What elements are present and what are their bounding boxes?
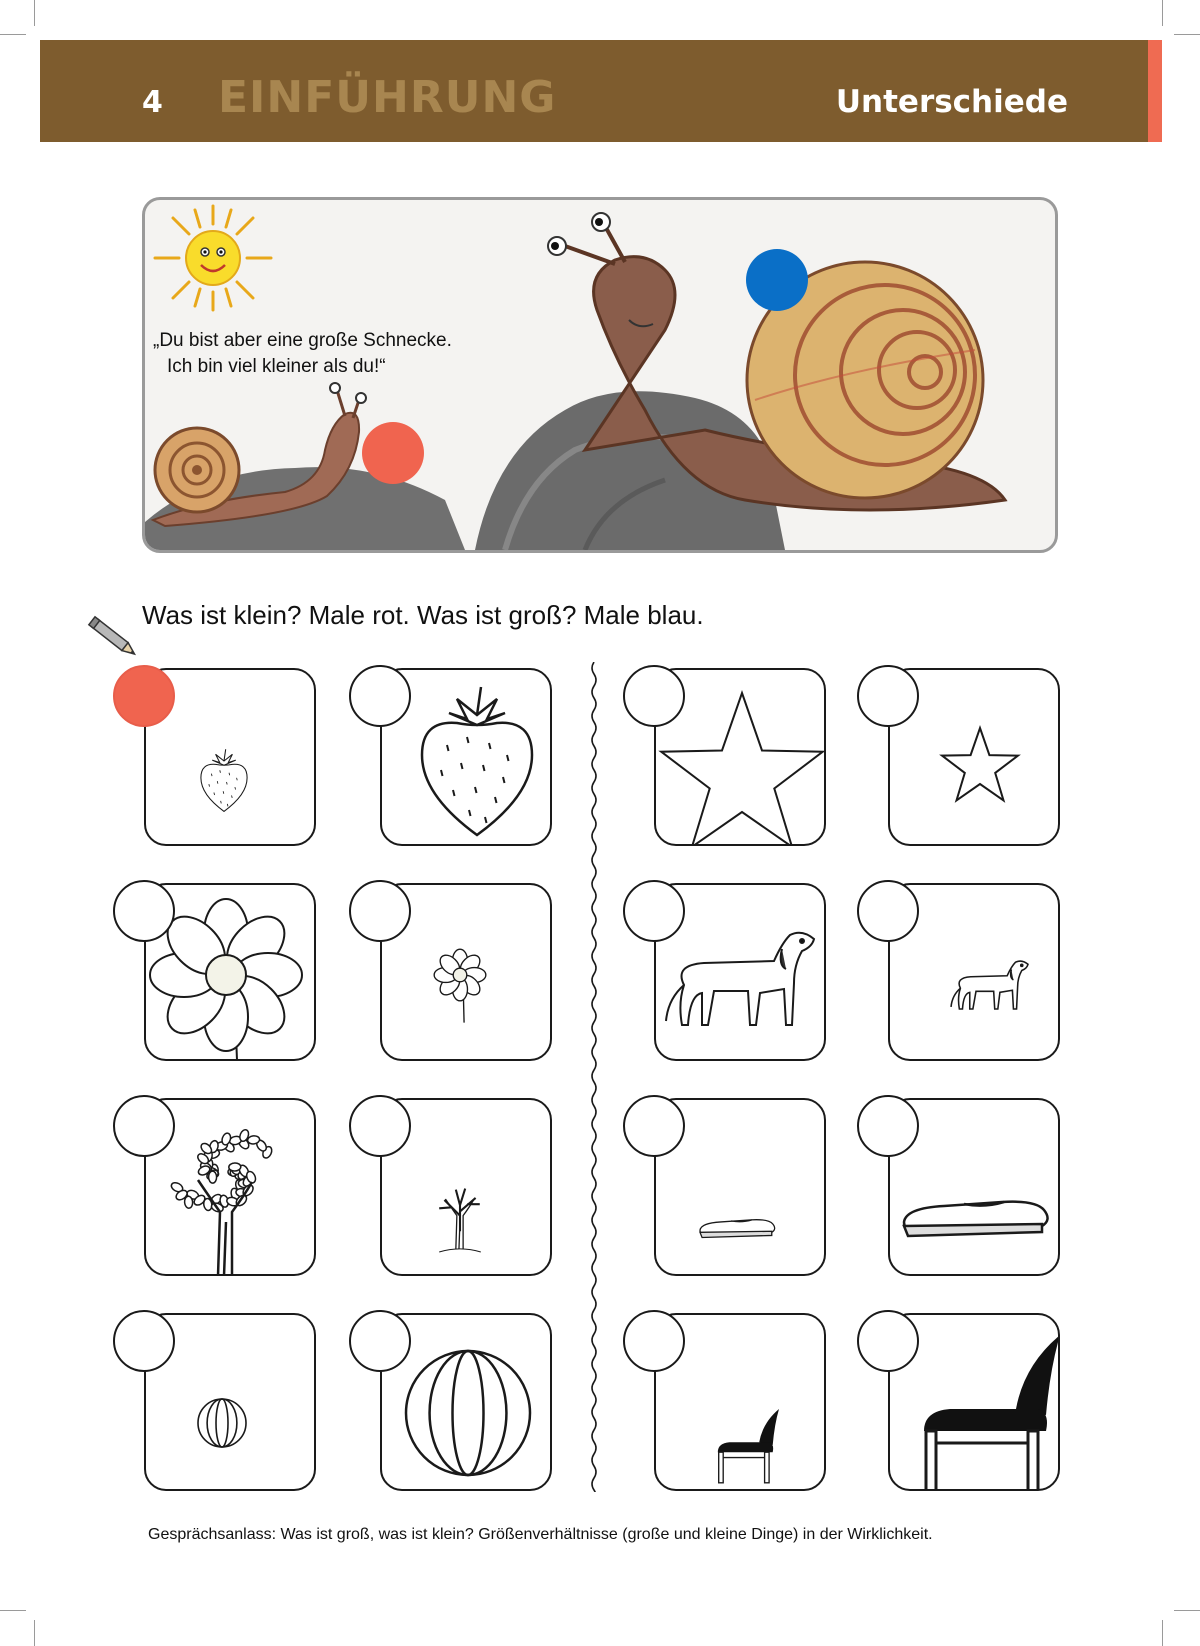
crop-mark: [0, 34, 26, 35]
crop-mark: [34, 0, 35, 26]
answer-circle[interactable]: [623, 665, 685, 727]
answer-circle[interactable]: [857, 1095, 919, 1157]
speech-line: Ich bin viel kleiner als du!“: [167, 356, 386, 377]
answer-circle[interactable]: [623, 1310, 685, 1372]
crop-mark: [1174, 1610, 1200, 1611]
crop-mark: [1162, 0, 1163, 26]
answer-circle[interactable]: [349, 1310, 411, 1372]
speech-bubble-text: [153, 328, 452, 380]
answer-circle[interactable]: [857, 665, 919, 727]
answer-circle[interactable]: [113, 1095, 175, 1157]
center-divider: [588, 662, 600, 1492]
answer-circle[interactable]: [623, 1095, 685, 1157]
answer-circle[interactable]: [349, 1095, 411, 1157]
page-number: 4: [142, 85, 163, 120]
answer-circle[interactable]: [857, 880, 919, 942]
crop-mark: [34, 1620, 35, 1646]
answer-circle[interactable]: [113, 880, 175, 942]
answer-circle[interactable]: [349, 665, 411, 727]
answer-circle[interactable]: [857, 1310, 919, 1372]
crop-mark: [1174, 34, 1200, 35]
answer-circle[interactable]: [349, 880, 411, 942]
speech-line: „Du bist aber eine große Schnecke.: [153, 330, 452, 351]
red-marker: [362, 422, 424, 484]
crop-mark: [0, 1610, 26, 1611]
answer-circle[interactable]: [623, 880, 685, 942]
crop-mark: [1162, 1620, 1163, 1646]
footer-note: Gesprächsanlass: Was ist groß, was ist klein? Größenverhältnisse (große und kleine Dinge) in der Wirklichkeit.: [148, 1526, 933, 1543]
answer-circle[interactable]: [113, 665, 175, 727]
section-title: EINFÜHRUNG: [218, 72, 557, 123]
pencil-icon: [86, 610, 142, 666]
snail-illustration: [142, 197, 1058, 553]
header-accent: [1148, 40, 1162, 142]
answer-circle[interactable]: [113, 1310, 175, 1372]
blue-marker: [746, 249, 808, 311]
sun-icon: [155, 206, 271, 310]
instruction-text: Was ist klein? Male rot. Was ist groß? Male blau.: [142, 600, 704, 630]
topic-title: Unterschiede: [835, 84, 1068, 120]
